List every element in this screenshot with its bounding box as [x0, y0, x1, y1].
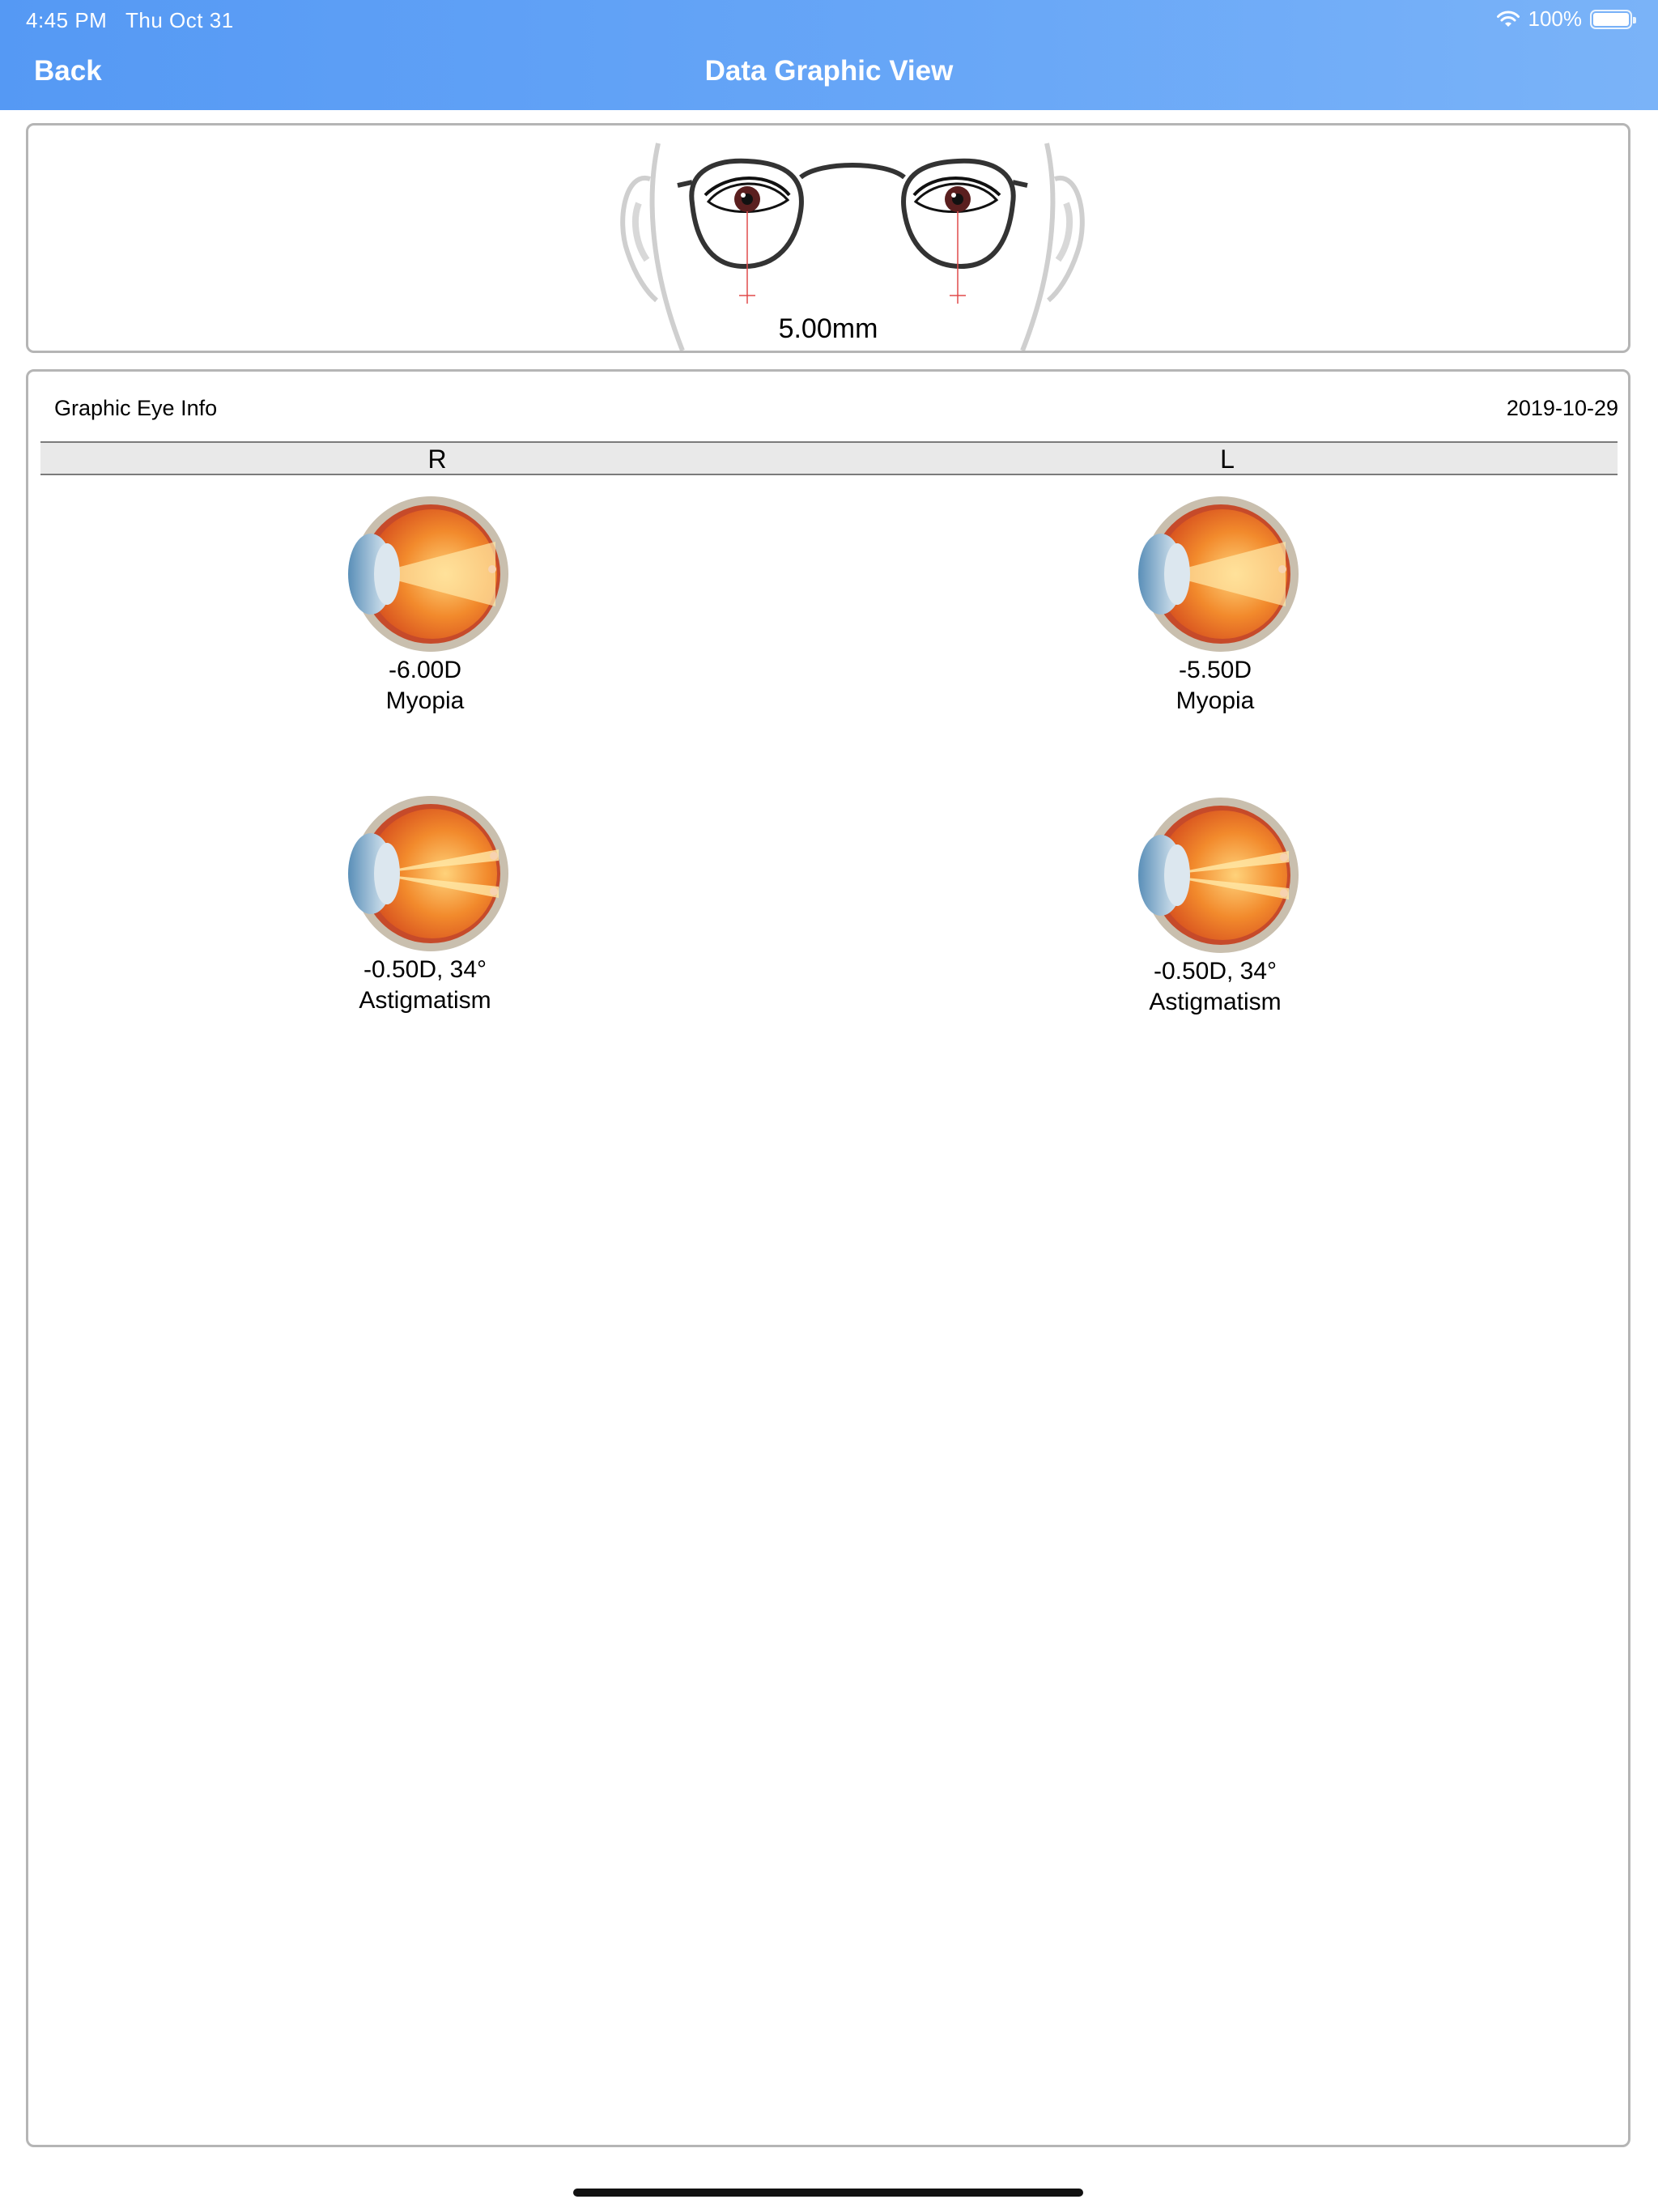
pupillary-distance-value: 5.00mm: [778, 313, 878, 344]
right-eye-cylinder-value: -0.50D, 34°: [363, 956, 487, 983]
eye-column-header: [40, 441, 1618, 475]
battery-fill: [1593, 13, 1629, 26]
left-eye-cylinder-type: Astigmatism: [1149, 989, 1282, 1015]
left-eye-astigmatism: [1094, 794, 1337, 1018]
eyeball-myopia-icon: [340, 493, 510, 655]
info-date: 2019-10-29: [1506, 396, 1618, 420]
battery-icon: [1590, 10, 1632, 29]
right-eye-sphere-type: Myopia: [385, 687, 465, 714]
info-title: Graphic Eye Info: [54, 396, 218, 420]
status-date: Thu Oct 31: [125, 8, 234, 32]
status-indicators: [1496, 6, 1633, 32]
right-eye-myopia: [304, 493, 546, 717]
left-eye-sphere-type: Myopia: [1175, 687, 1255, 714]
column-label-right-eye: R: [427, 445, 447, 474]
left-eye-sphere-value: -5.50D: [1178, 657, 1252, 683]
eyeball-astigmatism-icon: [340, 793, 510, 955]
right-eye-astigmatism: [304, 793, 546, 1016]
eyeball-astigmatism-icon: [1130, 794, 1300, 956]
home-indicator[interactable]: [573, 2189, 1083, 2197]
status-clock: 4:45 PM: [26, 8, 108, 32]
left-eye-cylinder-value: -0.50D, 34°: [1153, 958, 1278, 985]
left-eye-myopia: [1094, 493, 1337, 717]
wifi-icon: [1496, 11, 1520, 28]
back-button[interactable]: Back: [34, 55, 102, 87]
column-label-left-eye: L: [1220, 445, 1235, 474]
eyeball-myopia-icon: [1130, 493, 1300, 655]
right-eye-sphere-value: -6.00D: [388, 657, 462, 683]
battery-percent: 100%: [1528, 6, 1582, 31]
page-title: Data Graphic View: [704, 55, 954, 87]
navigation-header: [0, 0, 1658, 110]
right-eye-cylinder-type: Astigmatism: [359, 987, 491, 1014]
status-time: [26, 8, 234, 33]
graphic-eye-info-panel: [26, 369, 1630, 2147]
pupillary-distance-panel: [26, 123, 1630, 353]
